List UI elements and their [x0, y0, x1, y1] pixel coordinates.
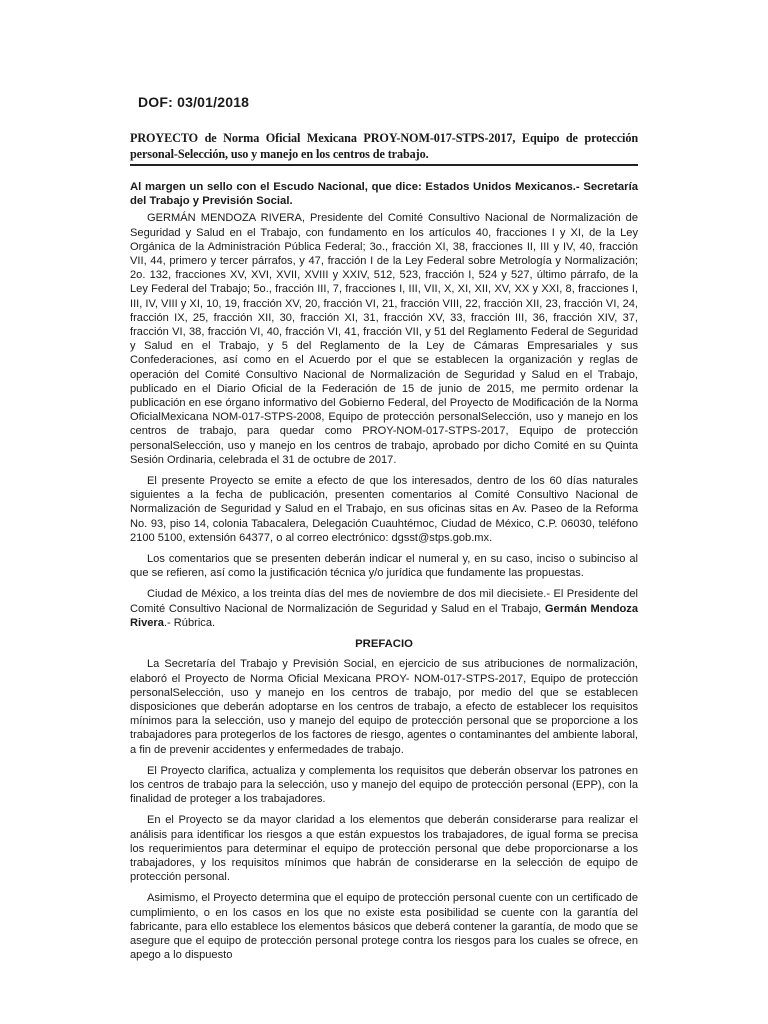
title-block: [130, 130, 638, 166]
paragraph-6: El Proyecto clarifica, actualiza y complementa los requisitos que deberán observar los patrones en los centros de trabajo para la selección, uso y manejo del equipo de protección personal (EPP), con la finalidad de proteger a los trabajadores.: [130, 764, 638, 806]
document-title: PROYECTO de Norma Oficial Mexicana PROY-NOM-017-STPS-2017, Equipo de protección personal-Selección, uso y manejo en los centros de trabajo.: [130, 131, 638, 161]
paragraph-4: [130, 587, 638, 630]
dof-date: DOF: 03/01/2018: [138, 94, 250, 110]
document-body: [130, 180, 638, 969]
title-divider: [130, 164, 638, 166]
sello-paragraph: Al margen un sello con el Escudo Nacional, que dice: Estados Unidos Mexicanos.- Secretaría del Trabajo y Previsión Social.: [130, 181, 638, 208]
paragraph-3: Los comentarios que se presenten deberán indicar el numeral y, en su caso, inciso o subinciso al que se refieren, así como la justificación técnica y/o jurídica que fundamente las propuestas.: [130, 553, 638, 580]
paragraph-4-end: .- Rúbrica.: [163, 616, 216, 629]
paragraph-2: El presente Proyecto se emite a efecto de que los interesados, dentro de los 60 días naturales siguientes a la fecha de publicación, presenten comentarios al Comité Consultivo Nacional de Normalización de Seguridad y Salud en el Trabajo, en sus oficinas sitas en Av. Paseo de la Reforma No. 93, piso 14, colonia Tabacalera, Delegación Cuauhtémoc, Ciudad de México, C.P. 06030, teléfono 2100 5100, extensión 64377, o al correo electrónico: dgsst@stps.gob.mx.: [130, 475, 638, 544]
paragraph-1: GERMÁN MENDOZA RIVERA, Presidente del Comité Consultivo Nacional de Normalización de Seguridad y Salud en el Trabajo, con fundamento en los artículos 40, fracciones I y XI, de la Ley Orgánica de la Administración Pública Federal; 3o., fracción XI, 38, fracciones II, III y IV, 40, fracción VII, 44, primero y tercer párrafos, y 47, fracción I de la Ley Federal sobre Metrología y Normalización; 2o. 132, fracciones XV, XVI, XVII, XVIII y XXIV, 512, 523, fracción I, 524 y 527, último párrafo, de la Ley Federal del Trabajo; 5o., fracción III, 7, fracciones I, III, VII, X, XI, XII, XV, XX y XXI, 8, fracciones I, III, IV, VIII y XI, 10, 19, fracción XV, 20, fracción VI, 21, fracción VIII, 22, fracción XII, 23, fracción VI, 24, fracción IX, 25, fracción XII, 30, fracción XI, 31, fracción XV, 33, fracción III, 36, fracción XIV, 37, fracción VI, 38, fracción VI, 40, fracción VI, 41, fracción VII, y 51 del Reglamento Federal de Seguridad y Salud en el Trabajo, y 5 del Reglamento de la Ley de Cámaras Empresariales y sus Confederaciones, así como en el Acuerdo por el que se establecen la organización y reglas de operación del Comité Consultivo Nacional de Normalización de Seguridad y Salud en el Trabajo, publicado en el Diario Oficial de la Federación de 15 de junio de 2015, me permito ordenar la publicación en ese órgano informativo del Gobierno Federal, del Proyecto de Modificación de la Norma OficialMexicana NOM-017-STPS-2008, Equipo de protección personalSelección, uso y manejo en los centros de trabajo, para quedar como PROY-NOM-017-STPS-2017, Equipo de protección personalSelección, uso y manejo en los centros de trabajo, aprobado por dicho Comité en su Quinta Sesión Ordinaria, celebrada el 31 de octubre de 2017.: [130, 212, 638, 466]
paragraph-8: Asimismo, el Proyecto determina que el equipo de protección personal cuente con un certificado de cumplimiento, o en los casos en los que no existe esta posibilidad se cuente con la garantía del fabricante, para ello establece los elementos básicos que deberá contener la garantía, de modo que se asegure que el equipo de protección personal protege contra los riesgos para los cuales se ofrece, en apego a lo dispuesto: [130, 892, 638, 962]
paragraph-5: La Secretaría del Trabajo y Previsión Social, en ejercicio de sus atribuciones de normalización, elaboró el Proyecto de Norma Oficial Mexicana PROY- NOM-017-STPS-2017, Equipo de protección personalSelección, uso y manejo en los centros de trabajo, por medio del que se establecen disposiciones que deberán adoptarse en los centros de trabajo, a efecto de establecer los requisitos mínimos para la selección, uso y manejo del equipo de protección personal que se proporcione a los trabajadores para protegerlos de los factores de riesgo, agentes o contaminantes del ambiente laboral, a fin de prevenir accidentes y enfermedades de trabajo.: [130, 658, 638, 756]
paragraph-7: En el Proyecto se da mayor claridad a los elementos que deberán considerarse para realizar el análisis para identificar los riesgos a que están expuestos los trabajadores, de igual forma se precisa los requerimientos para determinar el equipo de protección personal que debe proporcionarse a los trabajadores, y los requisitos mínimos que habrán de considerarse en la selección de equipo de protección personal.: [130, 814, 638, 884]
signatory-name: Germán Mendoza Rivera: [130, 602, 638, 629]
prefacio-heading: PREFACIO: [355, 638, 413, 651]
paragraph-4-text: Ciudad de México, a los treinta días del mes de noviembre de dos mil diecisiete.- El Presidente del Comité Consultivo Nacional de Normalización de Seguridad y Salud en el Trabajo,: [130, 588, 638, 615]
